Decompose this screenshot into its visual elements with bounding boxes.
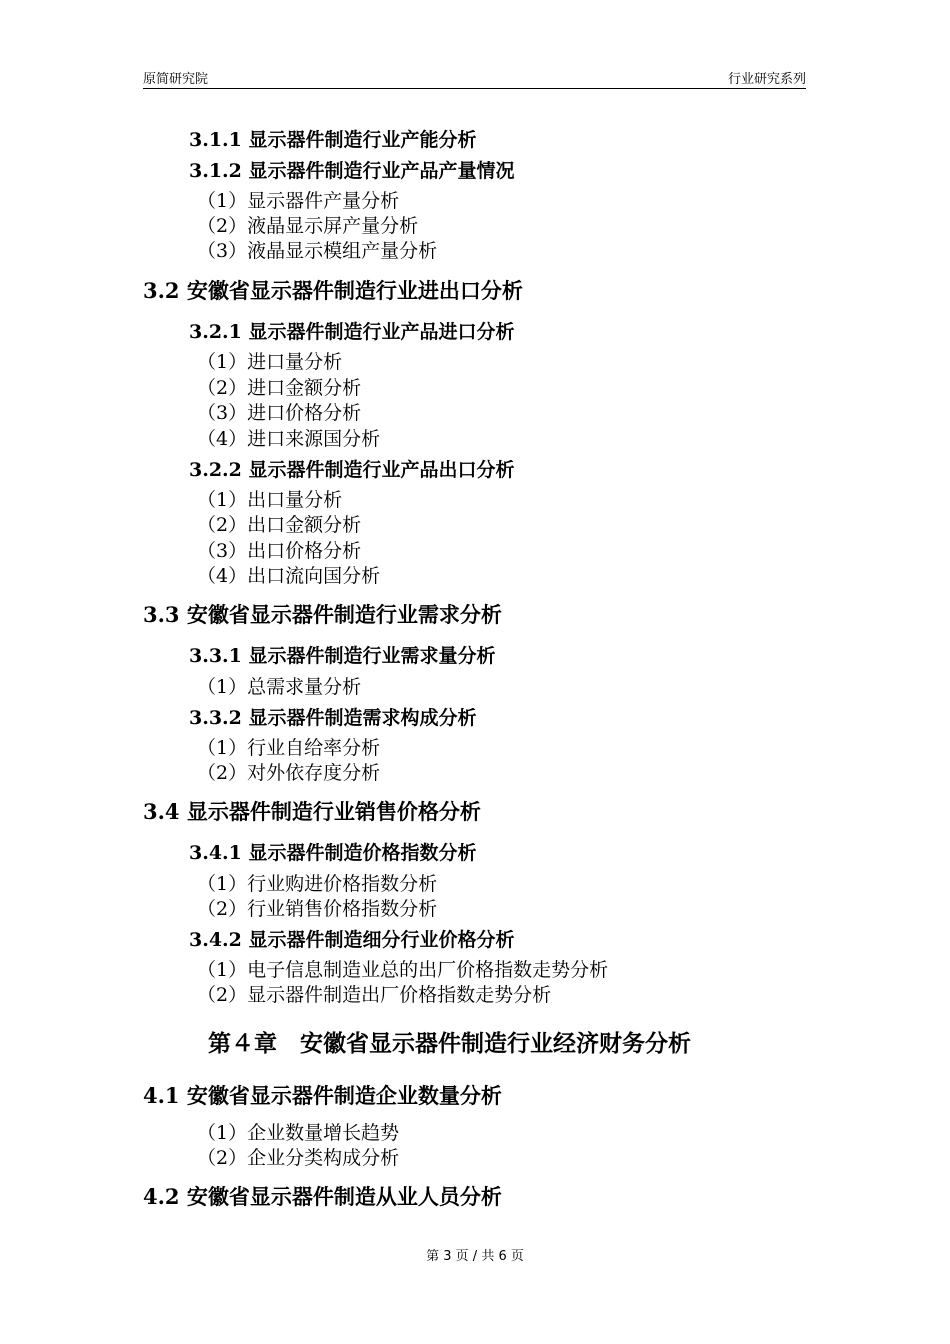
toc-section: 4.1 安徽省显示器件制造企业数量分析 [143,1083,502,1108]
page-header [143,66,806,89]
toc-section: 4.2 安徽省显示器件制造从业人员分析 [143,1184,502,1209]
toc-section: 3.2 安徽省显示器件制造行业进出口分析 [143,278,523,303]
toc-item: （2）出口金额分析 [197,514,362,536]
toc-subsection: 3.2.2 显示器件制造行业产品出口分析 [189,459,515,481]
toc-item: （1）出口量分析 [197,489,343,511]
toc-item: （2）进口金额分析 [197,377,362,399]
toc-item: （3）进口价格分析 [197,402,362,424]
toc-item: （1）电子信息制造业总的出厂价格指数走势分析 [197,959,609,981]
toc-subsection: 3.4.2 显示器件制造细分行业价格分析 [189,929,515,951]
toc-item: （1）企业数量增长趋势 [197,1122,400,1144]
toc-section: 3.3 安徽省显示器件制造行业需求分析 [143,602,502,627]
toc-item: （2）行业销售价格指数分析 [197,898,438,920]
toc-item: （2）显示器件制造出厂价格指数走势分析 [197,984,552,1006]
toc-item: （4）进口来源国分析 [197,428,381,450]
toc-section: 3.4 显示器件制造行业销售价格分析 [143,799,481,824]
toc-item: （2）企业分类构成分析 [197,1147,400,1169]
toc-subsection: 3.4.1 显示器件制造价格指数分析 [189,842,477,864]
header-right: 行业研究系列 [727,72,806,87]
toc-item: （1）进口量分析 [197,351,343,373]
toc-item: （3）液晶显示模组产量分析 [197,240,438,262]
toc-item: （4）出口流向国分析 [197,565,381,587]
toc-subsection: 3.1.1 显示器件制造行业产能分析 [189,129,477,151]
toc-item: （1）显示器件产量分析 [197,190,400,212]
toc-subsection: 3.1.2 显示器件制造行业产品产量情况 [189,160,515,182]
toc-chapter: 第４章 安徽省显示器件制造行业经济财务分析 [208,1030,691,1057]
toc-subsection: 3.3.2 显示器件制造需求构成分析 [189,707,477,729]
toc-subsection: 3.2.1 显示器件制造行业产品进口分析 [189,321,515,343]
toc-item: （1）行业购进价格指数分析 [197,873,438,895]
toc-item: （1）总需求量分析 [197,676,362,698]
toc-item: （2）对外依存度分析 [197,762,381,784]
toc-item: （1）行业自给率分析 [197,737,381,759]
toc-item: （2）液晶显示屏产量分析 [197,215,419,237]
toc-item: （3）出口价格分析 [197,540,362,562]
header-left: 原简研究院 [143,72,209,87]
toc-subsection: 3.3.1 显示器件制造行业需求量分析 [189,645,496,667]
page-footer: 第 3 页 / 共 6 页 [426,1249,524,1264]
